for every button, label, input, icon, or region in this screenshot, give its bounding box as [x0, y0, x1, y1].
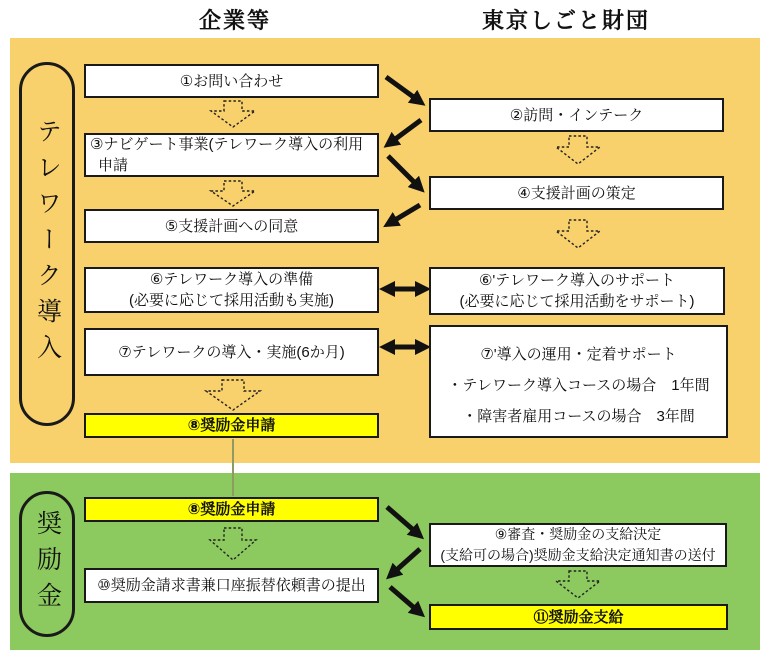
- telework-section-label: [19, 62, 75, 426]
- step4-box: [429, 176, 724, 210]
- telework-section-label-text: テレワーク導入: [33, 118, 62, 370]
- step8-incentive-label: ⑧奨励金申請: [187, 501, 276, 518]
- step5-box: [84, 209, 379, 243]
- step10-label: ⑩奨励金請求書兼口座振替依頼書の提出: [97, 577, 366, 594]
- step6-support-label-line1: ⑥'テレワーク導入のサポート: [478, 272, 675, 289]
- company-column-header: 企業等: [198, 8, 271, 33]
- step7-support-label-line3: ・障害者雇用コースの場合 3年間: [462, 408, 695, 425]
- step9-box: [429, 523, 727, 567]
- incentive-section-label: [19, 491, 75, 637]
- step6-label-line2: (必要に応じて採用活動も実施): [129, 292, 334, 309]
- step11-label: ⑪奨励金支給: [533, 608, 624, 626]
- step6-label-line1: ⑥テレワーク導入の準備: [149, 271, 314, 288]
- step3-label-line1: ③ナビゲート事業(テレワーク導入の利用: [90, 136, 364, 153]
- incentive-section-label-text: 奨励金: [33, 510, 62, 618]
- step6-support-label-line2: (必要に応じて採用活動をサポート): [459, 293, 695, 310]
- step11-box: [429, 604, 728, 630]
- step3-box: [84, 133, 379, 177]
- step7-label: ⑦テレワークの導入・実施(6か月): [118, 343, 345, 361]
- step9-label-line2: (支給可の場合)奨励金支給決定通知書の送付: [440, 547, 716, 563]
- step2-box: [429, 98, 724, 132]
- step10-box: [84, 568, 379, 603]
- step6-box: [84, 267, 379, 313]
- step2-label: ②訪問・インテーク: [509, 106, 644, 124]
- step3-label-line2: 申請: [98, 157, 129, 174]
- foundation-column-header: 東京しごと財団: [481, 8, 650, 33]
- step7-support-label-line2: ・テレワーク導入コースの場合 1年間: [447, 377, 710, 394]
- step1-label: ①お問い合わせ: [179, 72, 284, 90]
- step8-telework-label: ⑧奨励金申請: [187, 417, 276, 434]
- step7-support-box: [429, 325, 728, 438]
- step6-support-box: [429, 267, 725, 315]
- step5-label: ⑤支援計画への同意: [164, 217, 299, 235]
- step4-label: ④支援計画の策定: [517, 184, 636, 202]
- step1-box: [84, 64, 379, 98]
- step7-support-label-line1: ⑦'導入の運用・定着サポート: [480, 346, 677, 363]
- step9-label-line1: ⑨審査・奨励金の支給決定: [494, 526, 662, 542]
- step7-box: [84, 328, 379, 376]
- step8-incentive-box: [84, 497, 379, 522]
- step8-telework-box: [84, 413, 379, 438]
